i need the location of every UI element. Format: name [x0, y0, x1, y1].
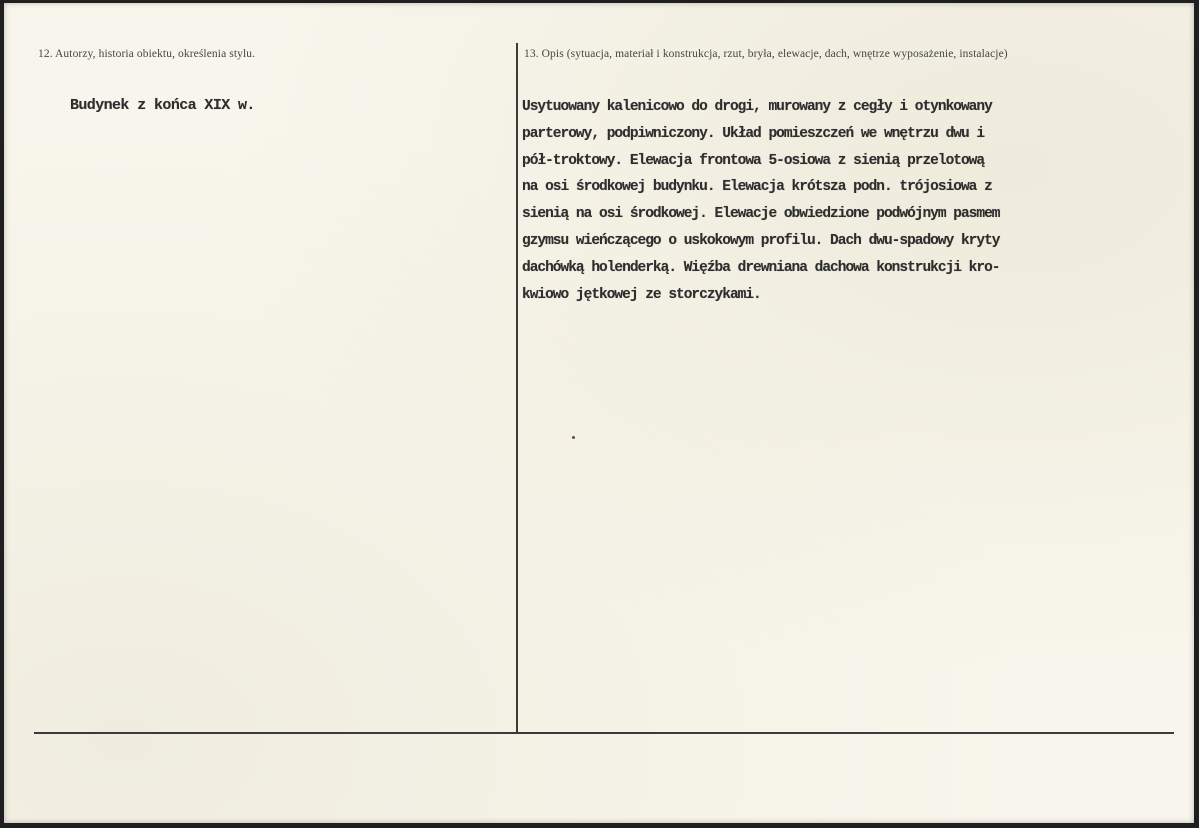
description-line: na osi środkowej budynku. Elewacja krótsza podn. trójosiowa z: [522, 179, 992, 196]
description-line: kwiowo jętkowej ze storczykami.: [522, 286, 761, 303]
field-13-heading: 13. Opis (sytuacja, materiał i konstrukcja, rzut, bryła, elewacje, dach, wnętrze wyposażenie, instalacje): [524, 48, 1008, 60]
field-12-content: Budynek z końca XIX w.: [70, 97, 255, 114]
field-13-content: [522, 94, 1000, 308]
description-line: dachówką holenderką. Więźba drewniana dachowa konstrukcji kro-: [522, 259, 1000, 276]
description-line: sienią na osi środkowej. Elewacje obwiedzione podwójnym pasmem: [522, 206, 1000, 223]
description-line: gzymsu wieńczącego o uskokowym profilu. Dach dwu-spadowy kryty: [522, 232, 1000, 249]
description-line: Usytuowany kalenicowo do drogi, murowany z cegły i otynkowany: [522, 99, 992, 115]
column-divider: [516, 43, 518, 733]
description-line: pół-troktowy. Elewacja frontowa 5-osiowa z sienią przelotową: [522, 152, 985, 169]
field-12-heading: 12. Autorzy, historia obiektu, określenia stylu.: [38, 48, 256, 60]
description-line: parterowy, podpiwniczony. Układ pomieszczeń we wnętrzu dwu i: [522, 125, 985, 142]
bottom-rule: [34, 732, 1174, 734]
paper-speck: [572, 436, 575, 439]
index-card-sheet: [4, 3, 1194, 823]
